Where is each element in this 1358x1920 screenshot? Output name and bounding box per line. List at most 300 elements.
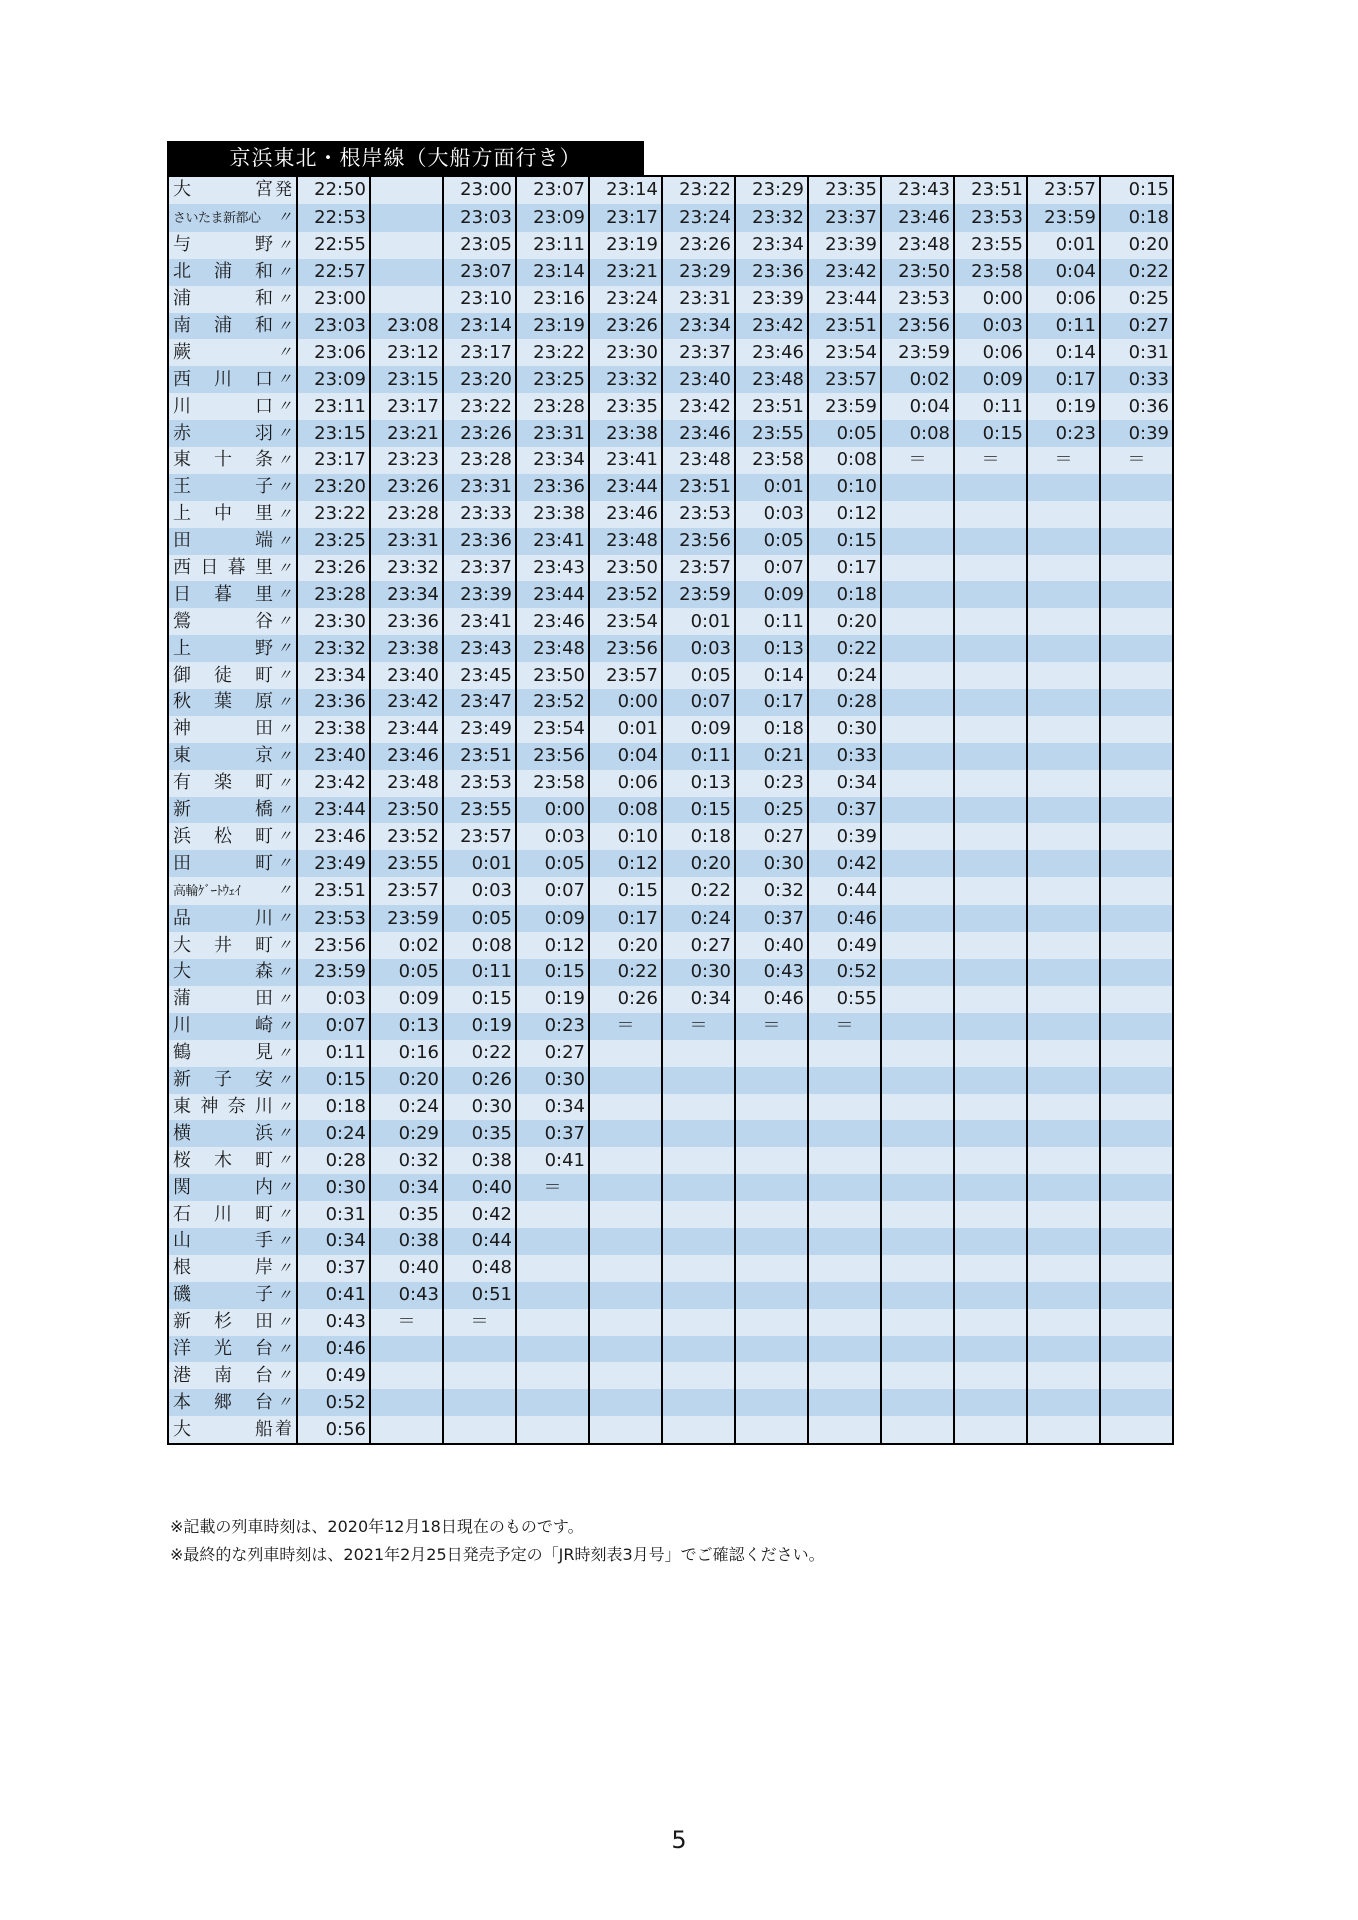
time-cell xyxy=(662,1067,735,1094)
time-cell xyxy=(1100,501,1173,528)
station-mark: 〃 xyxy=(276,1151,292,1170)
time-cell xyxy=(735,1362,808,1389)
time-cell: 23:52 xyxy=(589,581,662,608)
time-cell: 23:33 xyxy=(443,501,516,528)
time-cell xyxy=(954,1336,1027,1363)
station-mark: 〃 xyxy=(276,989,292,1008)
time-cell xyxy=(954,877,1027,905)
time-cell: 0:13 xyxy=(370,1013,443,1040)
station-row xyxy=(168,823,1173,850)
time-cell xyxy=(1027,1309,1100,1336)
time-cell: 0:23 xyxy=(1027,420,1100,447)
time-cell xyxy=(881,797,954,824)
time-cell: 0:46 xyxy=(808,905,881,932)
time-cell: 0:31 xyxy=(297,1201,370,1228)
station-name: 鶯谷 xyxy=(173,610,273,632)
time-cell: 23:56 xyxy=(881,313,954,340)
station-cell xyxy=(168,232,297,259)
time-cell xyxy=(881,1201,954,1228)
time-cell xyxy=(954,1094,1027,1121)
time-cell xyxy=(1027,1201,1100,1228)
time-cell xyxy=(808,1389,881,1416)
time-cell xyxy=(662,1094,735,1121)
time-cell: 0:15 xyxy=(954,420,1027,447)
time-cell: 23:46 xyxy=(516,608,589,635)
time-cell: 0:46 xyxy=(297,1336,370,1363)
station-row xyxy=(168,1255,1173,1282)
time-cell xyxy=(881,877,954,905)
time-cell: 23:39 xyxy=(808,232,881,259)
time-cell xyxy=(881,689,954,716)
time-cell xyxy=(1027,932,1100,959)
station-cell xyxy=(168,339,297,366)
time-cell xyxy=(1027,716,1100,743)
station-name: 赤羽 xyxy=(173,422,273,444)
station-cell xyxy=(168,420,297,447)
time-cell: 23:54 xyxy=(808,339,881,366)
time-cell xyxy=(808,1255,881,1282)
station-cell xyxy=(168,716,297,743)
time-cell: 23:32 xyxy=(589,366,662,393)
station-cell xyxy=(168,501,297,528)
time-cell: 23:56 xyxy=(516,743,589,770)
time-cell xyxy=(1100,959,1173,986)
station-row xyxy=(168,204,1173,232)
time-cell: 23:50 xyxy=(881,259,954,286)
time-cell: 23:41 xyxy=(516,528,589,555)
time-cell xyxy=(1100,1255,1173,1282)
terminates-mark: ＝ xyxy=(662,1013,735,1040)
station-cell xyxy=(168,259,297,286)
time-cell: 23:38 xyxy=(297,716,370,743)
time-cell xyxy=(1027,823,1100,850)
time-cell xyxy=(370,259,443,286)
time-cell xyxy=(589,1040,662,1067)
time-cell xyxy=(881,716,954,743)
time-cell: 0:00 xyxy=(954,286,1027,313)
time-cell: 23:06 xyxy=(297,339,370,366)
time-cell: 23:42 xyxy=(735,313,808,340)
time-cell: 23:40 xyxy=(297,743,370,770)
time-cell: 0:31 xyxy=(1100,339,1173,366)
time-cell xyxy=(954,1362,1027,1389)
station-mark: 〃 xyxy=(276,854,292,873)
station-row xyxy=(168,1040,1173,1067)
time-cell: 23:17 xyxy=(443,339,516,366)
time-cell xyxy=(881,1336,954,1363)
time-cell: 0:15 xyxy=(589,877,662,905)
time-cell xyxy=(1027,743,1100,770)
time-cell: 0:09 xyxy=(516,905,589,932)
time-cell: 0:12 xyxy=(589,850,662,877)
station-row xyxy=(168,1309,1173,1336)
time-cell: 0:34 xyxy=(297,1228,370,1255)
station-mark: 〃 xyxy=(276,558,292,577)
station-mark: 〃 xyxy=(276,397,292,416)
time-cell: 0:18 xyxy=(297,1094,370,1121)
time-cell: 23:57 xyxy=(1027,176,1100,204)
station-cell xyxy=(168,393,297,420)
time-cell xyxy=(516,1362,589,1389)
time-cell xyxy=(370,1362,443,1389)
time-cell: 23:49 xyxy=(297,850,370,877)
time-cell: 23:16 xyxy=(516,286,589,313)
time-cell: 23:46 xyxy=(662,420,735,447)
time-cell xyxy=(954,1120,1027,1147)
time-cell: 0:11 xyxy=(662,743,735,770)
station-mark: 〃 xyxy=(276,827,292,846)
time-cell: 0:43 xyxy=(735,959,808,986)
station-cell xyxy=(168,1362,297,1389)
time-cell xyxy=(881,743,954,770)
time-cell xyxy=(881,1174,954,1201)
time-cell: 0:23 xyxy=(516,1013,589,1040)
station-mark: 〃 xyxy=(276,1205,292,1224)
time-cell: 23:34 xyxy=(516,447,589,474)
station-cell xyxy=(168,877,297,905)
time-cell xyxy=(881,905,954,932)
time-cell: 23:44 xyxy=(589,474,662,501)
time-cell xyxy=(1100,905,1173,932)
station-mark: 発 xyxy=(275,180,292,200)
time-cell xyxy=(662,1040,735,1067)
time-cell: 23:55 xyxy=(954,232,1027,259)
time-cell xyxy=(1027,1094,1100,1121)
time-cell xyxy=(1027,1040,1100,1067)
station-name: 西日暮里 xyxy=(173,557,273,579)
time-cell xyxy=(1027,797,1100,824)
station-name: 品川 xyxy=(173,907,273,929)
station-mark: 〃 xyxy=(276,1070,292,1089)
time-cell: 0:08 xyxy=(443,932,516,959)
time-cell xyxy=(1100,1389,1173,1416)
time-cell xyxy=(808,1362,881,1389)
time-cell: 0:33 xyxy=(1100,366,1173,393)
station-name: さいたま新都心 xyxy=(173,210,261,226)
time-cell xyxy=(516,1389,589,1416)
time-cell: 23:54 xyxy=(516,716,589,743)
time-cell xyxy=(1027,1013,1100,1040)
station-cell xyxy=(168,1174,297,1201)
time-cell: 23:58 xyxy=(516,770,589,797)
station-row xyxy=(168,716,1173,743)
time-cell xyxy=(1100,932,1173,959)
station-cell xyxy=(168,1094,297,1121)
time-cell: 23:36 xyxy=(735,259,808,286)
time-cell: 0:03 xyxy=(297,986,370,1013)
time-cell: 23:00 xyxy=(297,286,370,313)
time-cell xyxy=(1027,986,1100,1013)
time-cell xyxy=(1100,743,1173,770)
time-cell xyxy=(370,1389,443,1416)
station-cell xyxy=(168,1228,297,1255)
time-cell: 23:35 xyxy=(589,393,662,420)
page-number: 5 xyxy=(671,1826,687,1854)
time-cell: 0:44 xyxy=(443,1228,516,1255)
station-cell xyxy=(168,1120,297,1147)
time-cell: 0:08 xyxy=(808,447,881,474)
time-cell: 23:51 xyxy=(443,743,516,770)
station-name: 港南台 xyxy=(173,1364,273,1386)
station-mark: 〃 xyxy=(276,639,292,658)
time-cell: 0:05 xyxy=(443,905,516,932)
station-mark: 〃 xyxy=(276,881,292,900)
time-cell: 0:48 xyxy=(443,1255,516,1282)
time-cell: 23:24 xyxy=(589,286,662,313)
time-cell xyxy=(1100,1094,1173,1121)
time-cell: 0:18 xyxy=(808,581,881,608)
terminates-mark: ＝ xyxy=(735,1013,808,1040)
time-cell xyxy=(735,1094,808,1121)
time-cell: 23:43 xyxy=(443,635,516,662)
footnote: ※記載の列車時刻は、2020年12月18日現在のものです。 xyxy=(170,1517,584,1536)
station-name: 洋光台 xyxy=(173,1337,273,1359)
time-cell: 23:28 xyxy=(516,393,589,420)
time-cell: 0:14 xyxy=(1027,339,1100,366)
time-cell: 23:52 xyxy=(516,689,589,716)
station-row xyxy=(168,1336,1173,1363)
time-cell: 0:34 xyxy=(370,1174,443,1201)
time-cell xyxy=(954,635,1027,662)
time-cell xyxy=(735,1201,808,1228)
time-cell: 0:37 xyxy=(808,797,881,824)
time-cell: 0:20 xyxy=(589,932,662,959)
time-cell xyxy=(1100,528,1173,555)
terminates-mark: ＝ xyxy=(954,447,1027,474)
time-cell: 23:51 xyxy=(954,176,1027,204)
station-cell xyxy=(168,1255,297,1282)
time-cell: 23:25 xyxy=(297,528,370,555)
station-name: 根岸 xyxy=(173,1257,273,1279)
station-row xyxy=(168,877,1173,905)
station-mark: 〃 xyxy=(276,666,292,685)
time-cell xyxy=(881,1120,954,1147)
time-cell xyxy=(881,1309,954,1336)
station-cell xyxy=(168,823,297,850)
time-cell: 0:49 xyxy=(297,1362,370,1389)
time-cell: 0:30 xyxy=(735,850,808,877)
time-cell xyxy=(1100,850,1173,877)
station-row xyxy=(168,959,1173,986)
station-name: 桜木町 xyxy=(173,1149,273,1171)
station-name: 浜松町 xyxy=(173,825,273,847)
station-cell xyxy=(168,662,297,689)
time-cell: 23:48 xyxy=(516,635,589,662)
station-name: 蒲田 xyxy=(173,988,273,1010)
station-row xyxy=(168,474,1173,501)
station-name: 川口 xyxy=(173,395,273,417)
time-cell xyxy=(881,770,954,797)
time-cell xyxy=(589,1362,662,1389)
time-cell xyxy=(735,1067,808,1094)
station-cell xyxy=(168,1067,297,1094)
time-cell xyxy=(589,1174,662,1201)
time-cell: 0:17 xyxy=(589,905,662,932)
time-cell: 23:40 xyxy=(370,662,443,689)
station-mark: 〃 xyxy=(276,936,292,955)
time-cell xyxy=(881,1147,954,1174)
time-cell: 0:17 xyxy=(808,555,881,582)
time-cell xyxy=(954,823,1027,850)
time-cell: 23:48 xyxy=(589,528,662,555)
time-cell: 23:44 xyxy=(370,716,443,743)
time-cell xyxy=(735,1416,808,1444)
station-mark: 〃 xyxy=(276,773,292,792)
time-cell: 23:29 xyxy=(662,259,735,286)
time-cell xyxy=(954,1282,1027,1309)
time-cell: 0:01 xyxy=(662,608,735,635)
time-cell: 23:53 xyxy=(881,286,954,313)
time-cell: 0:26 xyxy=(589,986,662,1013)
time-cell: 0:18 xyxy=(735,716,808,743)
time-cell: 0:23 xyxy=(735,770,808,797)
station-row xyxy=(168,286,1173,313)
time-cell: 0:12 xyxy=(808,501,881,528)
station-row xyxy=(168,1228,1173,1255)
time-cell xyxy=(1100,1336,1173,1363)
station-row xyxy=(168,850,1173,877)
time-cell: 0:52 xyxy=(808,959,881,986)
time-cell xyxy=(808,1282,881,1309)
time-cell xyxy=(1027,959,1100,986)
station-mark: 〃 xyxy=(276,343,292,362)
time-cell xyxy=(881,1013,954,1040)
time-cell: 0:46 xyxy=(735,986,808,1013)
time-cell: 0:15 xyxy=(1100,176,1173,204)
time-cell: 0:20 xyxy=(1100,232,1173,259)
time-cell xyxy=(1027,581,1100,608)
time-cell: 23:51 xyxy=(662,474,735,501)
time-cell: 23:43 xyxy=(881,176,954,204)
time-cell: 23:07 xyxy=(443,259,516,286)
time-cell: 23:44 xyxy=(516,581,589,608)
time-cell: 0:30 xyxy=(662,959,735,986)
time-cell xyxy=(589,1094,662,1121)
time-cell xyxy=(881,555,954,582)
time-cell: 23:15 xyxy=(370,366,443,393)
time-cell: 23:03 xyxy=(443,204,516,232)
station-row xyxy=(168,232,1173,259)
time-cell: 0:40 xyxy=(735,932,808,959)
time-cell: 0:32 xyxy=(735,877,808,905)
station-name: 鶴見 xyxy=(173,1042,273,1064)
time-cell xyxy=(808,1336,881,1363)
time-cell xyxy=(370,232,443,259)
time-cell: 23:40 xyxy=(662,366,735,393)
footnotes xyxy=(170,1513,825,1569)
station-cell xyxy=(168,1147,297,1174)
time-cell xyxy=(808,1120,881,1147)
time-cell: 0:18 xyxy=(662,823,735,850)
time-cell xyxy=(881,1228,954,1255)
station-cell xyxy=(168,474,297,501)
station-row xyxy=(168,1147,1173,1174)
time-cell: 22:50 xyxy=(297,176,370,204)
time-cell xyxy=(589,1336,662,1363)
time-cell xyxy=(370,1416,443,1444)
time-cell: 23:51 xyxy=(808,313,881,340)
time-cell: 23:14 xyxy=(589,176,662,204)
time-cell xyxy=(954,528,1027,555)
station-row xyxy=(168,932,1173,959)
footnote: ※最終的な列車時刻は、2021年2月25日発売予定の「JR時刻表3月号」でご確認ください。 xyxy=(170,1545,825,1564)
time-cell: 0:28 xyxy=(297,1147,370,1174)
station-mark: 〃 xyxy=(276,451,292,470)
time-cell: 0:41 xyxy=(516,1147,589,1174)
terminates-mark: ＝ xyxy=(516,1174,589,1201)
time-cell: 0:00 xyxy=(589,689,662,716)
time-cell: 23:29 xyxy=(735,176,808,204)
time-cell xyxy=(881,932,954,959)
time-cell: 23:45 xyxy=(443,662,516,689)
station-cell xyxy=(168,797,297,824)
time-cell: 23:59 xyxy=(881,339,954,366)
time-cell: 0:15 xyxy=(516,959,589,986)
time-cell: 0:40 xyxy=(370,1255,443,1282)
station-cell xyxy=(168,743,297,770)
station-mark: 〃 xyxy=(276,316,292,335)
station-cell xyxy=(168,1201,297,1228)
time-cell xyxy=(881,528,954,555)
time-cell xyxy=(808,1147,881,1174)
time-cell xyxy=(808,1094,881,1121)
time-cell: 23:42 xyxy=(297,770,370,797)
time-cell xyxy=(735,1174,808,1201)
time-cell xyxy=(954,1201,1027,1228)
time-cell: 23:00 xyxy=(443,176,516,204)
time-cell: 0:04 xyxy=(1027,259,1100,286)
time-cell: 23:38 xyxy=(516,501,589,528)
station-mark: 〃 xyxy=(276,1124,292,1143)
station-row xyxy=(168,1120,1173,1147)
time-cell: 23:32 xyxy=(370,555,443,582)
time-cell: 23:39 xyxy=(443,581,516,608)
station-name: 秋葉原 xyxy=(173,691,273,713)
station-mark: 〃 xyxy=(276,1258,292,1277)
time-cell xyxy=(1027,662,1100,689)
time-cell: 23:46 xyxy=(370,743,443,770)
time-cell: 0:36 xyxy=(1100,393,1173,420)
time-cell: 23:34 xyxy=(735,232,808,259)
time-cell: 22:57 xyxy=(297,259,370,286)
time-cell xyxy=(1100,716,1173,743)
time-cell: 0:30 xyxy=(516,1067,589,1094)
time-cell: 0:24 xyxy=(297,1120,370,1147)
time-cell xyxy=(881,1362,954,1389)
station-name: 御徒町 xyxy=(173,664,273,686)
station-mark: 〃 xyxy=(276,262,292,281)
time-cell xyxy=(589,1416,662,1444)
station-cell xyxy=(168,986,297,1013)
time-cell xyxy=(1027,1147,1100,1174)
time-cell: 0:14 xyxy=(735,662,808,689)
time-cell: 23:10 xyxy=(443,286,516,313)
time-cell xyxy=(881,635,954,662)
time-cell: 23:48 xyxy=(370,770,443,797)
time-cell: 23:55 xyxy=(370,850,443,877)
station-row xyxy=(168,1013,1173,1040)
time-cell: 23:57 xyxy=(589,662,662,689)
time-cell xyxy=(808,1201,881,1228)
station-mark: 〃 xyxy=(276,424,292,443)
time-cell xyxy=(662,1282,735,1309)
time-cell xyxy=(954,555,1027,582)
station-mark: 〃 xyxy=(276,1312,292,1331)
terminates-mark: ＝ xyxy=(881,447,954,474)
time-cell xyxy=(881,1416,954,1444)
time-cell: 23:53 xyxy=(443,770,516,797)
time-cell xyxy=(1027,1416,1100,1444)
